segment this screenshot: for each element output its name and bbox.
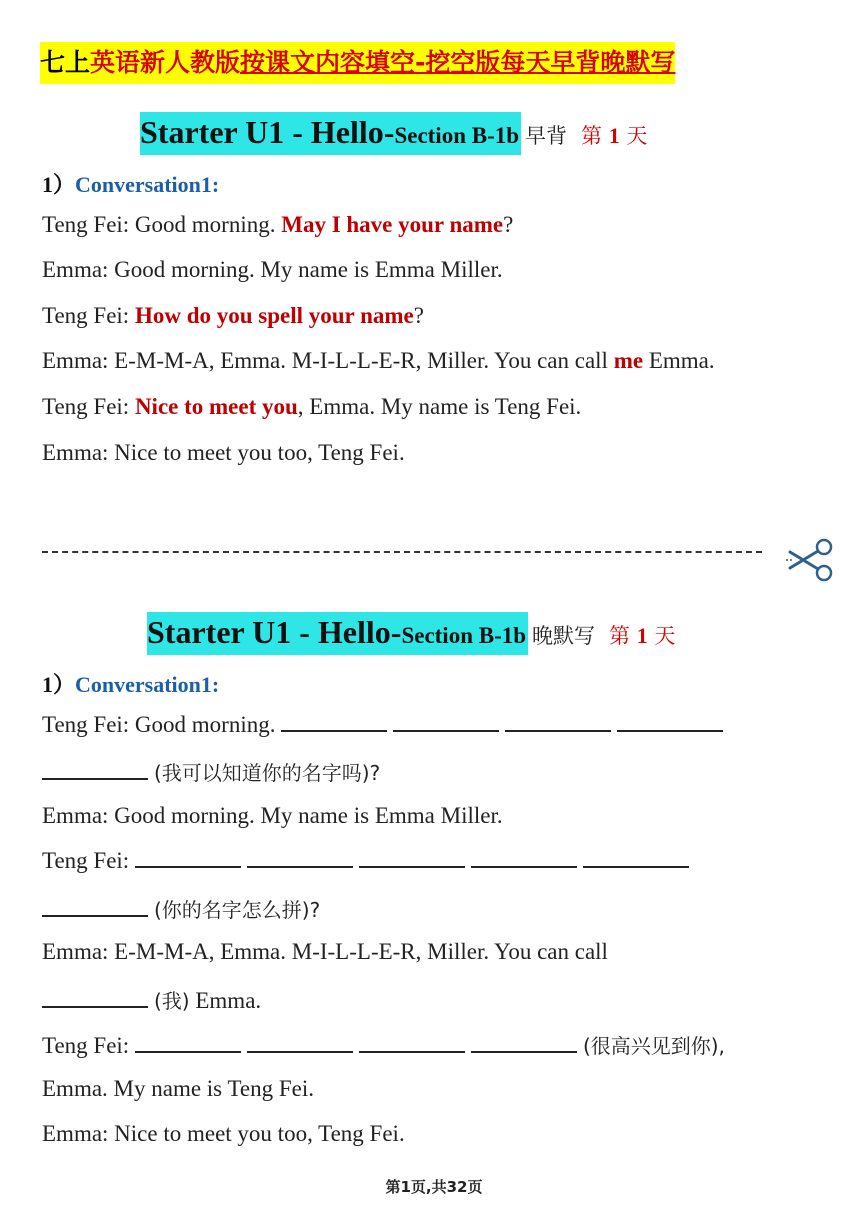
evening-line-10: Emma: Nice to meet you too, Teng Fei. [42, 1121, 405, 1146]
banner-task: 按课文内容填空 [240, 48, 416, 77]
answer-blank[interactable] [471, 848, 577, 868]
evening-day: 第 1 天 [609, 623, 676, 648]
morning-mode: 早背 [525, 124, 568, 148]
answer-blank[interactable] [505, 712, 611, 732]
evening-line-6: Emma: E-M-M-A, Emma. M-I-L-L-E-R, Miller. You can call [42, 939, 608, 964]
morning-line-2: Emma: Good morning. My name is Emma Miller. [42, 257, 503, 282]
cut-line [42, 551, 762, 553]
morning-line-5: Teng Fei: Nice to meet you, Emma. My name is Teng Fei. [42, 394, 582, 419]
evening-mode: 晚默写 [532, 624, 596, 648]
morning-line-6: Emma: Nice to meet you too, Teng Fei. [42, 440, 405, 465]
morning-conversation-label: 1）Conversation1: [42, 172, 220, 197]
evening-conversation-label: 1）Conversation1: [42, 672, 220, 697]
answer-blank[interactable] [393, 712, 499, 732]
evening-line-3: Emma: Good morning. My name is Emma Miller. [42, 803, 503, 828]
answer-blank[interactable] [247, 848, 353, 868]
answer-blank[interactable] [617, 712, 723, 732]
evening-line-9: Emma. My name is Teng Fei. [42, 1076, 315, 1101]
banner-grade: 七上 [40, 48, 91, 77]
evening-title [147, 612, 675, 655]
page-footer: 第1页,共32页 [385, 1178, 483, 1196]
evening-line-5: (你的名字怎么拼)? [42, 894, 320, 923]
answer-blank[interactable] [42, 988, 148, 1008]
morning-line-3: Teng Fei: How do you spell your name? [42, 303, 424, 328]
evening-line-4: Teng Fei: [42, 848, 695, 874]
morning-line-4: Emma: E-M-M-A, Emma. M-I-L-L-E-R, Miller. You can call me Emma. [42, 348, 715, 373]
morning-title [140, 112, 647, 155]
answer-blank[interactable] [281, 712, 387, 732]
evening-line-1: Teng Fei: Good morning. [42, 712, 729, 738]
morning-title-highlight: Starter U1 - Hello-Section B-1b [140, 112, 521, 155]
evening-line-2: (我可以知道你的名字吗)? [42, 757, 380, 786]
banner-subject: 英语新人教版 [90, 48, 241, 77]
evening-line-8: Teng Fei: (很高兴见到你), [42, 1033, 725, 1058]
answer-blank[interactable] [42, 897, 148, 917]
banner-mode: -挖空版每天早背晚默写 [415, 48, 676, 77]
morning-day: 第 1 天 [581, 123, 648, 148]
answer-blank[interactable] [471, 1033, 577, 1053]
answer-blank[interactable] [359, 848, 465, 868]
morning-line-1: Teng Fei: Good morning. May I have your name? [42, 212, 514, 237]
answer-blank[interactable] [359, 1033, 465, 1053]
answer-blank[interactable] [135, 1033, 241, 1053]
scissors-icon [786, 538, 836, 586]
evening-title-highlight: Starter U1 - Hello-Section B-1b [147, 612, 528, 655]
answer-blank[interactable] [135, 848, 241, 868]
page-banner [40, 42, 675, 84]
answer-blank[interactable] [583, 848, 689, 868]
answer-blank[interactable] [42, 760, 148, 780]
evening-line-7: (我) Emma. [42, 985, 261, 1014]
answer-blank[interactable] [247, 1033, 353, 1053]
